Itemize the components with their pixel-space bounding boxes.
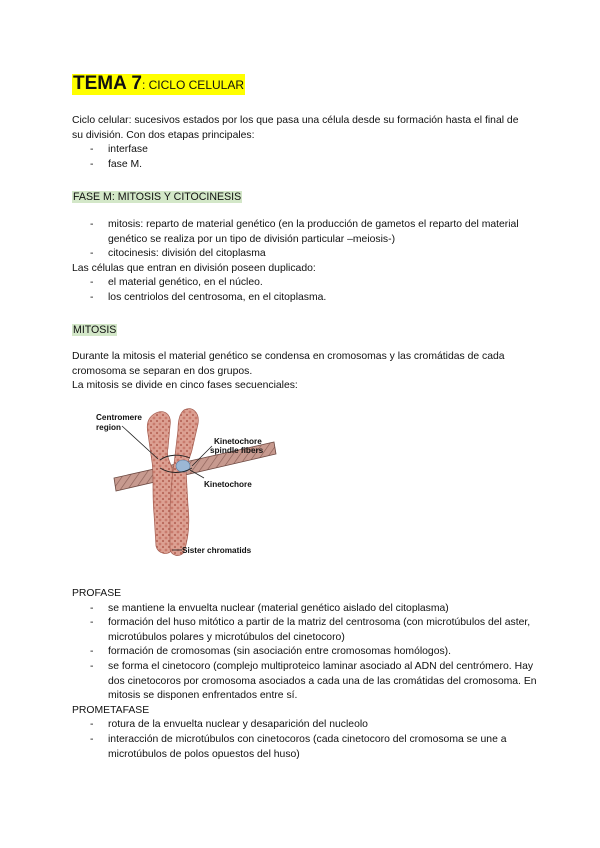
mitosis-phases-text: La mitosis se divide en cinco fases secuenciales: (72, 380, 298, 392)
list-item: - el material genético, en el núcleo. (72, 276, 532, 291)
list-item: - formación de cromosomas (sin asociación entre cromosomas homólogos). (72, 645, 537, 660)
list-item: - los centriolos del centrosoma, en el citoplasma. (72, 291, 532, 306)
label-kfibers-1: Kinetochore (214, 437, 262, 446)
duplicado-list (72, 276, 532, 305)
title-number: TEMA 7 (73, 73, 142, 94)
mitosis-heading-text: MITOSIS (73, 324, 117, 336)
label-centromere-2: region (96, 423, 122, 432)
label-kinetochore: Kinetochore (204, 480, 252, 489)
mitosis-paragraph (72, 350, 522, 394)
mitosis-text: Durante la mitosis el material genético se condensa en cromosomas y las cromátidas de cada cromosoma se separan en dos grupos. (72, 351, 505, 377)
list-item: - mitosis: reparto de material genético (en la producción de gametos el reparto del material genético se realiza por un tipo de división particular –meiosis-) (72, 218, 532, 247)
label-sister-chromatids: Sister chromatids (182, 546, 252, 555)
title-rest: : CICLO CELULAR (141, 78, 244, 92)
chromatid-right (170, 409, 198, 556)
label-kfibers-2: spindle fibers (210, 446, 264, 455)
section-heading-fase-m (72, 187, 242, 205)
profase-heading: PROFASE (72, 588, 122, 599)
profase-list (72, 602, 537, 704)
section-heading-mitosis (72, 320, 117, 338)
list-item: - se mantiene la envuelta nuclear (material genético aislado del citoplasma) (72, 602, 537, 617)
fase-m-heading-text: FASE M: MITOSIS Y CITOCINESIS (73, 191, 242, 203)
list-item: - rotura de la envuelta nuclear y desaparición del nucleolo (72, 718, 537, 733)
intro-list (72, 143, 532, 172)
list-item: - interacción de microtúbulos con cinetocoros (cada cinetocoro del cromosoma se une a microtúbulos de polos opuestos del huso) (72, 733, 537, 762)
list-item: - se forma el cinetocoro (complejo multiproteico laminar asociado al ADN del centrómero. Hay dos cinetocoros por cromosoma asociados a cada una de las cromátidas del cromosoma. En mitosis se disponen enfrentados entre sí. (72, 660, 537, 704)
list-item: - fase M. (72, 158, 532, 173)
prometafase-list (72, 718, 537, 762)
profase-section (72, 587, 537, 762)
page-title (72, 74, 245, 95)
prometafase-heading: PROMETAFASE (72, 704, 150, 716)
list-item: - interfase (72, 143, 532, 158)
intro-text: Ciclo celular: sucesivos estados por los que pasa una célula desde su formación hasta el final de su división. Con dos etapas principales: (72, 115, 519, 141)
duplicado-text: Las células que entran en división poseen duplicado: (72, 262, 316, 274)
list-item: - citocinesis: división del citoplasma (72, 247, 532, 262)
chromosome-figure (92, 404, 292, 562)
fase-m-content (72, 218, 532, 306)
fase-m-list (72, 218, 532, 262)
label-centromere-1: Centromere (96, 413, 142, 422)
intro-paragraph (72, 114, 532, 172)
list-item: - formación del huso mitótico a partir de la matriz del centrosoma (con microtúbulos del aster, microtúbulos polares y microtúbulos del cinetocoro) (72, 616, 537, 645)
